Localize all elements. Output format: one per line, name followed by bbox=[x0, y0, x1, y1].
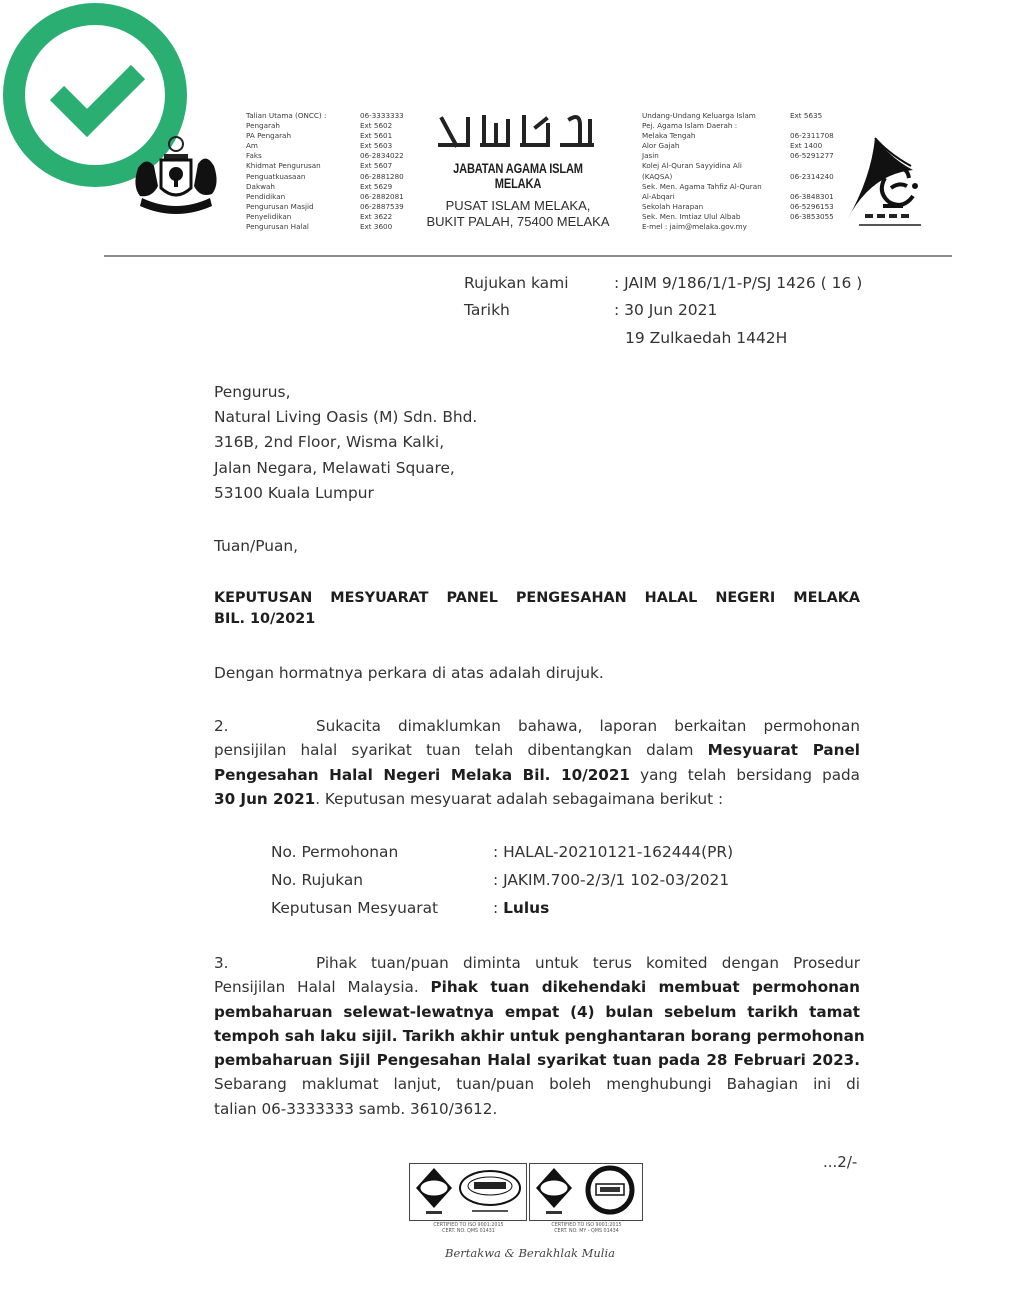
contact-value: Ext 3622 bbox=[360, 211, 393, 221]
contact-label: Sek. Men. Agama Tahfiz Al-Quran bbox=[642, 181, 762, 191]
contact-row bbox=[642, 131, 834, 141]
contact-label: Sek. Men. Imtiaz Ulul Albab bbox=[642, 211, 741, 221]
contact-row bbox=[246, 131, 404, 141]
contact-row bbox=[246, 192, 404, 202]
contact-label: Pengurusan Masjid bbox=[246, 201, 314, 211]
contact-label: Jasin bbox=[642, 151, 659, 161]
paragraph-3-line6: Sebarang maklumat lanjut, tuan/puan boleh menghubungi Bahagian ini di bbox=[214, 1075, 860, 1094]
recipient-line: 316B, 2nd Floor, Wisma Kalki, bbox=[214, 433, 445, 451]
subject-word: NEGERI bbox=[715, 590, 776, 606]
contact-row bbox=[246, 222, 404, 232]
reference-label: Rujukan kami bbox=[464, 274, 569, 292]
contact-label: Penguatkuasaan bbox=[246, 171, 306, 181]
decision-table bbox=[271, 843, 733, 927]
contacts-right bbox=[642, 111, 834, 232]
decision-label: No. Permohonan bbox=[271, 843, 399, 861]
contact-row bbox=[642, 212, 834, 222]
contact-label: E-mel : jaim@melaka.gov.my bbox=[642, 222, 747, 232]
sirim-quality-icon bbox=[410, 1164, 526, 1220]
contact-value: 06-2887539 bbox=[360, 201, 404, 211]
contact-value: Ext 3600 bbox=[360, 222, 393, 232]
contact-value: Ext 1400 bbox=[790, 141, 823, 151]
contact-value: Ext 5602 bbox=[360, 121, 393, 131]
contact-label: Am bbox=[246, 141, 258, 151]
paragraph-3-line2: Pensijilan Halal Malaysia. Pihak tuan dikehendaki membuat permohonan bbox=[214, 978, 860, 997]
contact-label: (KAQSA) bbox=[642, 171, 673, 181]
contact-value: Ext 5601 bbox=[360, 131, 393, 141]
contact-label: Talian Utama (ONCC) : bbox=[246, 111, 327, 120]
contact-value: Ext 5635 bbox=[790, 111, 823, 120]
date-label: Tarikh bbox=[464, 301, 510, 319]
contact-label: Pengarah bbox=[246, 121, 280, 131]
subject-word: MESYUARAT bbox=[330, 590, 429, 606]
contact-row bbox=[642, 172, 834, 182]
decision-row bbox=[271, 843, 733, 871]
salutation: Tuan/Puan, bbox=[214, 537, 299, 555]
certification-text-1: CERTIFIED TO ISO 9001:2015 CERT. NO. QMS 01431 bbox=[433, 1223, 504, 1234]
contact-label: Al-Abqari bbox=[642, 191, 675, 201]
certification-text-2: CERTIFIED TO ISO 9001:2015 CERT. NO. MY - QMS 01434 bbox=[551, 1223, 622, 1234]
contact-row bbox=[246, 202, 404, 212]
contact-row bbox=[642, 202, 834, 212]
contact-value: Ext 5603 bbox=[360, 141, 393, 151]
motto: Bertakwa & Berakhlak Mulia bbox=[445, 1246, 615, 1260]
decision-value: : HALAL-20210121-162444(PR) bbox=[493, 843, 734, 861]
subject-word: KEPUTUSAN bbox=[214, 590, 313, 606]
contact-value: 06-3848301 bbox=[790, 191, 834, 201]
contact-row bbox=[642, 182, 834, 192]
decision-result: Lulus bbox=[503, 899, 550, 917]
paragraph-3-line3: pembaharuan selewat-lewatnya empat (4) bulan sebelum tarikh tamat bbox=[214, 1002, 860, 1021]
recipient-line: Natural Living Oasis (M) Sdn. Bhd. bbox=[214, 408, 478, 426]
contact-label: Melaka Tengah bbox=[642, 131, 696, 141]
paragraph-3-line5: pembaharuan Sijil Pengesahan Halal syarikat tuan pada 28 Februari 2023. bbox=[214, 1051, 860, 1070]
contact-label: Alor Gajah bbox=[642, 141, 680, 151]
contact-row bbox=[246, 111, 404, 121]
contact-label: Pej. Agama Islam Daerah : bbox=[642, 121, 738, 131]
recipient-line: Jalan Negara, Melawati Square, bbox=[214, 459, 455, 477]
jaim-logo-icon bbox=[845, 130, 955, 235]
paragraph-2-line2: pensijilan halal syarikat tuan telah dibentangkan dalam Mesyuarat Panel bbox=[214, 741, 860, 760]
contact-value: 06-2311708 bbox=[790, 131, 834, 141]
contact-value: Ext 5607 bbox=[360, 161, 393, 171]
subject-line1 bbox=[214, 590, 860, 606]
hijri-date: 19 Zulkaedah 1442H bbox=[625, 329, 788, 347]
paragraph-3-line1: 3. Pihak tuan/puan diminta untuk terus komited dengan Prosedur bbox=[214, 954, 860, 972]
contact-label: Faks bbox=[246, 151, 262, 161]
paragraph-2-line3: Pengesahan Halal Negeri Melaka Bil. 10/2021 yang telah bersidang pada bbox=[214, 765, 860, 784]
contact-row bbox=[642, 151, 834, 161]
recipient-line: Pengurus, bbox=[214, 383, 291, 401]
contact-value: 06-5296153 bbox=[790, 201, 834, 211]
contact-value: 06-2834022 bbox=[360, 151, 404, 161]
contact-row bbox=[642, 121, 834, 131]
agency-address-line1: PUSAT ISLAM MELAKA, bbox=[445, 198, 591, 213]
paragraph-3 bbox=[214, 951, 865, 1121]
contact-label: PA Pengarah bbox=[246, 131, 292, 141]
contact-label: Kolej Al-Quran Sayyidina Ali bbox=[642, 161, 742, 171]
header-divider bbox=[104, 255, 952, 257]
contact-row bbox=[246, 182, 404, 192]
subject-word: MELAKA bbox=[793, 590, 860, 606]
contact-label: Sekolah Harapan bbox=[642, 201, 704, 211]
paragraph-3-line7: talian 06-3333333 samb. 3610/3612. bbox=[214, 1099, 498, 1118]
contact-label: Penyelidikan bbox=[246, 211, 292, 221]
agency-address-line2: BUKIT PALAH, 75400 MELAKA bbox=[426, 214, 610, 229]
subject-word: PANEL bbox=[446, 590, 498, 606]
decision-value: : JAKIM.700-2/3/1 102-03/2021 bbox=[493, 871, 730, 889]
paragraph-2-line1: 2. Sukacita dimaklumkan bahawa, laporan berkaitan permohonan bbox=[214, 717, 860, 735]
contact-label: Pengurusan Halal bbox=[246, 222, 309, 232]
paragraph-2 bbox=[214, 714, 860, 811]
decision-row bbox=[271, 871, 733, 899]
contact-row bbox=[246, 172, 404, 182]
subject-heading bbox=[214, 590, 860, 627]
state-crest-icon bbox=[128, 132, 224, 222]
contact-value: 06-2881280 bbox=[360, 171, 404, 181]
contact-row bbox=[246, 161, 404, 171]
certification-box-2 bbox=[529, 1163, 643, 1221]
certification-box-1 bbox=[409, 1163, 527, 1221]
contacts-left bbox=[246, 111, 404, 232]
subject-word: PENGESAHAN bbox=[515, 590, 627, 606]
contact-value: Ext 5629 bbox=[360, 181, 393, 191]
contact-row bbox=[642, 222, 834, 232]
decision-value: : Lulus bbox=[493, 899, 550, 917]
contact-label: Khidmat Pengurusan bbox=[246, 161, 321, 171]
iqnet-certified-icon bbox=[530, 1164, 642, 1220]
contact-row bbox=[642, 192, 834, 202]
contact-row bbox=[246, 121, 404, 131]
page-continuation: ...2/- bbox=[823, 1153, 858, 1171]
contact-label: Dakwah bbox=[246, 181, 275, 191]
contact-row bbox=[642, 161, 834, 171]
contact-row bbox=[246, 151, 404, 161]
contact-value: 06-2314240 bbox=[790, 171, 834, 181]
contact-label: Undang-Undang Keluarga Islam bbox=[642, 111, 756, 120]
recipient-line: 53100 Kuala Lumpur bbox=[214, 484, 374, 502]
contact-value: 06-3853055 bbox=[790, 211, 834, 221]
contact-row bbox=[246, 212, 404, 222]
agency-address bbox=[412, 198, 624, 230]
contact-value: 06-5291277 bbox=[790, 151, 834, 161]
subject-word: HALAL bbox=[644, 590, 698, 606]
contact-row bbox=[642, 111, 834, 121]
jawi-title-icon bbox=[432, 111, 600, 151]
paragraph-2-line4: 30 Jun 2021. Keputusan mesyuarat adalah sebagaimana berikut : bbox=[214, 789, 724, 808]
reference-value: : JAIM 9/186/1/1-P/SJ 1426 ( 16 ) bbox=[614, 274, 863, 292]
contact-value: 06-2882081 bbox=[360, 191, 404, 201]
opening-line: Dengan hormatnya perkara di atas adalah dirujuk. bbox=[214, 664, 604, 682]
paragraph-3-line4: tempoh sah laku sijil. Tarikh akhir untuk penghantaran borang permohonan bbox=[214, 1026, 865, 1045]
date-value: : 30 Jun 2021 bbox=[614, 301, 718, 319]
contact-label: Pendidikan bbox=[246, 191, 286, 201]
decision-label: Keputusan Mesyuarat bbox=[271, 899, 439, 917]
contact-row bbox=[642, 141, 834, 151]
decision-row bbox=[271, 899, 733, 927]
decision-label: No. Rujukan bbox=[271, 871, 364, 889]
subject-line2: BIL. 10/2021 bbox=[214, 611, 316, 627]
contact-row bbox=[246, 141, 404, 151]
agency-name: JABATAN AGAMA ISLAM MELAKA bbox=[453, 161, 583, 191]
contact-value: 06-3333333 bbox=[360, 111, 404, 120]
